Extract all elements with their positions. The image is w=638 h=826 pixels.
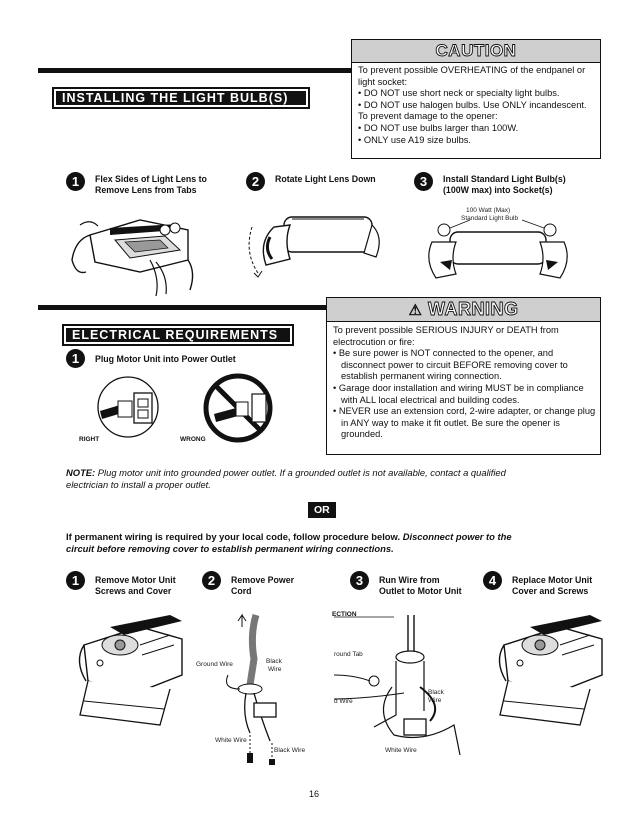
- bulb-label-line-2: Standard Light Bulb: [461, 215, 519, 222]
- remove-power-cord-illustration: [220, 615, 300, 765]
- wiring-step-4-text: Replace Motor Unit Cover and Screws: [512, 575, 593, 596]
- caution-line: To prevent possible OVERHEATING of the endpanel or: [358, 65, 586, 75]
- light-bulb-illustration: [422, 220, 572, 285]
- wiring-step-3-text: Run Wire from Outlet to Motor Unit: [379, 575, 462, 596]
- electrical-step-1-text: Plug Motor Unit into Power Outlet: [95, 354, 236, 364]
- wiring-step-2-text: Remove Power Cord: [231, 575, 295, 596]
- warning-title: ⚠ WARNING: [327, 298, 600, 322]
- warning-line: grounded.: [341, 429, 383, 440]
- light-step-2-text: Rotate Light Lens Down: [275, 174, 376, 184]
- permanent-wiring-text: If permanent wiring is required by your local code, follow procedure below. Disconnect power to the circuit before removing cover to establish permanent wiring connections.: [66, 531, 512, 555]
- wrong-label: WRONG: [180, 436, 206, 443]
- wiring-step-4-number: 4: [483, 571, 502, 590]
- warning-line: in ANY way to make it fit outlet. Be sure the opener is: [341, 417, 560, 428]
- caution-line: To prevent damage to the opener:: [358, 111, 498, 122]
- warning-line: with ALL local electrical and building codes.: [341, 394, 520, 405]
- caution-line: • ONLY use A19 size bulbs.: [358, 134, 471, 145]
- wiring-step-2-number: 2: [202, 571, 221, 590]
- black-wire-label-3b: Wire: [428, 697, 442, 704]
- black-wire-label-2b: Wire: [268, 666, 282, 673]
- warning-line: To prevent possible SERIOUS INJURY or DEATH from: [333, 325, 559, 335]
- warning-line: electrocution or fire:: [333, 336, 415, 347]
- note-text: NOTE: Plug motor unit into grounded power outlet. If a grounded outlet is not available, contact a qualified electrician to install a proper outlet.: [66, 467, 506, 491]
- caution-title: CAUTION: [352, 40, 600, 63]
- wrong-outlet-icon: [202, 372, 276, 446]
- light-section-title: INSTALLING THE LIGHT BULB(S): [52, 87, 310, 109]
- caution-box: [351, 39, 601, 159]
- light-step-1-text: Flex Sides of Light Lens to Remove Lens from Tabs: [95, 174, 207, 195]
- caution-text: [352, 63, 600, 150]
- caution-line: light socket:: [358, 76, 408, 87]
- rotate-lens-illustration: [244, 207, 384, 282]
- wiring-step-3-number: 3: [350, 571, 369, 590]
- warning-line: establish permanent wiring connection.: [341, 371, 502, 382]
- caution-line: • DO NOT use halogen bulbs. Use ONLY incandescent.: [358, 99, 587, 110]
- ground-wire-label-2: Ground Wire: [196, 661, 233, 668]
- white-wire-label-3: White Wire: [385, 747, 417, 754]
- light-step-3-text: Install Standard Light Bulb(s) (100W max) into Socket(s): [443, 174, 566, 195]
- warning-line: • Garage door installation and wiring MUST be in compliance: [333, 382, 584, 393]
- black-wire-label-2a: Black: [266, 658, 282, 665]
- right-outlet-icon: [96, 377, 166, 437]
- caution-line: • DO NOT use bulbs larger than 100W.: [358, 122, 519, 133]
- ground-tab-label: round Tab: [334, 651, 363, 658]
- section-rule-electrical: [38, 305, 328, 310]
- section-rule-light: [38, 68, 351, 73]
- warning-box: [326, 297, 601, 455]
- warning-triangle-icon: ⚠: [408, 302, 423, 319]
- light-step-1-number: 1: [66, 172, 85, 191]
- electrical-step-1-number: 1: [66, 349, 85, 368]
- white-wire-label-2: White Wire: [215, 737, 247, 744]
- black-wire-label-2: Black Wire: [274, 747, 306, 754]
- warning-line: disconnect power to circuit BEFORE removing cover to: [341, 359, 568, 370]
- motor-unit-replace-cover-illustration: [490, 605, 610, 730]
- electrical-section-title: ELECTRICAL REQUIREMENTS: [62, 324, 294, 346]
- warning-text: [327, 322, 600, 445]
- page-number: 16: [309, 789, 320, 799]
- black-wire-label-3a: Black: [428, 689, 444, 696]
- warning-line: • Be sure power is NOT connected to the opener, and: [333, 348, 554, 359]
- wiring-step-1-number: 1: [66, 571, 85, 590]
- bulb-label-line-1: 100 Watt (Max): [466, 207, 511, 214]
- run-wire-illustration: [334, 615, 464, 755]
- or-badge: OR: [308, 502, 336, 518]
- caution-line: • DO NOT use short neck or specialty light bulbs.: [358, 88, 560, 99]
- partial-wire-label: d Wire: [334, 698, 353, 705]
- light-step-3-number: 3: [414, 172, 433, 191]
- right-label: RIGHT: [79, 436, 100, 443]
- warning-line: • NEVER use an extension cord, 2-wire adapter, or change plug: [333, 406, 596, 417]
- wiring-step-1-text: Remove Motor Unit Screws and Cover: [95, 575, 176, 596]
- motor-unit-remove-cover-illustration: [70, 605, 190, 730]
- light-step-2-number: 2: [246, 172, 265, 191]
- section-partial-label: ECTION: [332, 611, 357, 618]
- flex-lens-illustration: [70, 200, 200, 300]
